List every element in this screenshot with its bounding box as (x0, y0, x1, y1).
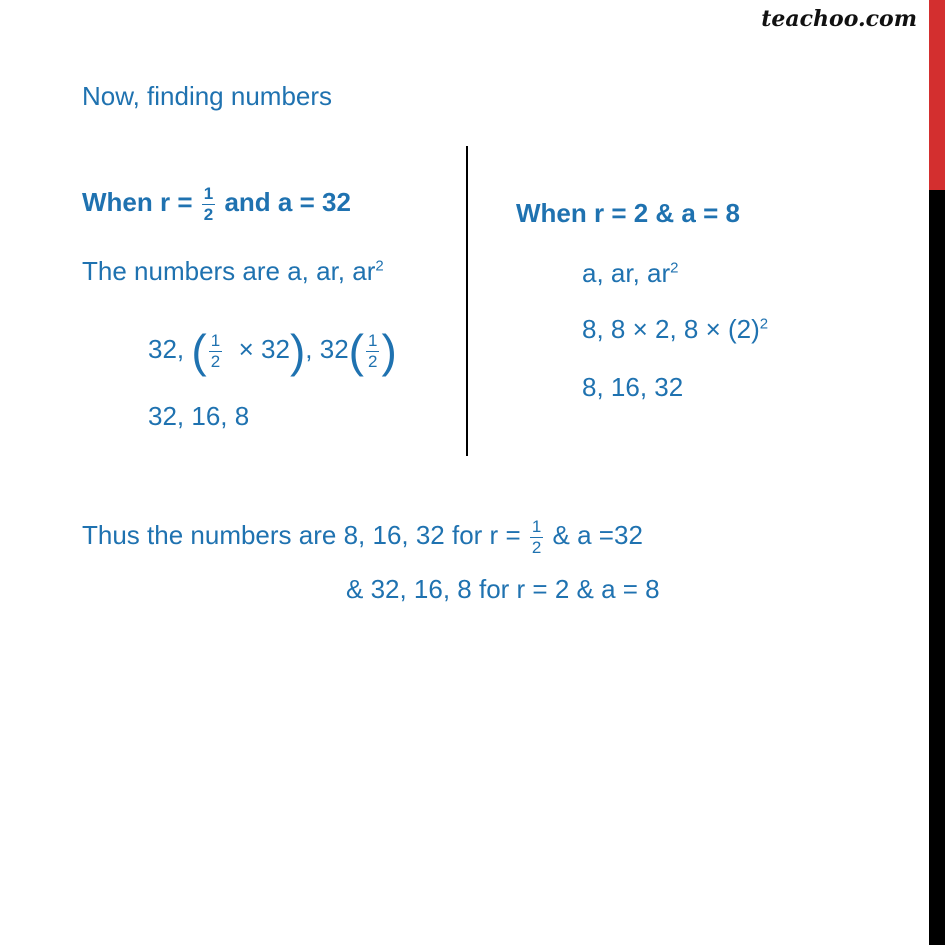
left-line-2-fraction-2 (366, 332, 379, 370)
left-line-1 (82, 256, 384, 287)
left-line-2-a: 32, (148, 333, 192, 364)
conclusion-fraction (530, 518, 543, 556)
left-line-2-c: , 32 (305, 333, 349, 364)
left-line-2-fraction (209, 332, 222, 370)
left-line-1-text: The numbers are a, ar, ar (82, 256, 376, 286)
left-line-1-sup: 2 (375, 257, 384, 275)
left-line-2-paren2-close: ) (381, 325, 397, 377)
heading: Now, finding numbers (82, 81, 333, 111)
left-case-title (82, 185, 351, 223)
left-title-frac-num: 1 (203, 184, 214, 203)
conclusion-line-1-pre: Thus the numbers are 8, 16, 32 for r = (82, 519, 528, 550)
conclusion-frac-num: 1 (531, 517, 542, 536)
side-bar-black (929, 190, 945, 945)
right-line-1 (582, 258, 679, 289)
left-line-3: 32, 16, 8 (148, 401, 250, 431)
left-title-post: and a = 32 (217, 186, 351, 217)
left-line-2 (148, 325, 397, 377)
right-line-2 (582, 314, 768, 345)
left-line-2-paren2-open: ( (348, 325, 364, 377)
side-bar-red (929, 0, 945, 190)
left-line-2-frac2-num: 1 (367, 331, 378, 350)
right-line-1-text: a, ar, ar (582, 258, 671, 288)
conclusion-frac-den: 2 (531, 538, 542, 557)
right-line-2-text: 8, 8 × 2, 8 × (2) (582, 314, 760, 344)
left-title-fraction (202, 185, 215, 223)
left-line-2-frac-den: 2 (210, 352, 221, 371)
left-line-2-frac-num: 1 (210, 331, 221, 350)
left-line-2-paren-open: ( (191, 325, 207, 377)
right-line-2-sup: 2 (759, 315, 769, 333)
conclusion-line-1-post: & a =32 (545, 519, 643, 550)
conclusion-line-1 (82, 518, 643, 556)
column-divider (466, 146, 468, 456)
left-line-2-frac2-den: 2 (367, 352, 378, 371)
right-line-3: 8, 16, 32 (582, 372, 684, 402)
left-title-frac-den: 2 (203, 205, 214, 224)
left-title-pre: When r = (82, 186, 200, 217)
teachoo-watermark: teachoo.com (761, 6, 917, 32)
right-case-title: When r = 2 & a = 8 (516, 198, 740, 228)
conclusion-line-2: & 32, 16, 8 for r = 2 & a = 8 (346, 574, 660, 604)
right-line-1-sup: 2 (670, 259, 679, 277)
left-line-2-b: × 32 (224, 333, 290, 364)
left-line-2-paren-close: ) (289, 325, 306, 377)
